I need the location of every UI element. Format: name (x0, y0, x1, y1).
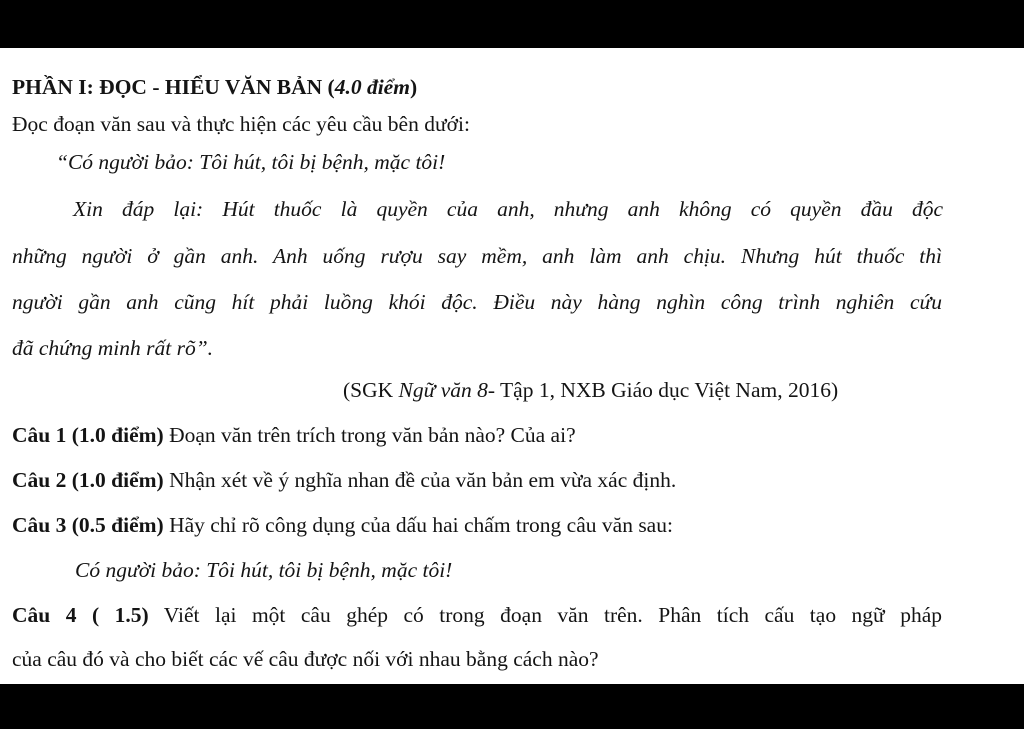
passage-line-2: Xin đáp lại: Hút thuốc là quyền của anh, nhưng anh không có quyền đầu độc (73, 197, 943, 221)
question-4-label: Câu 4 ( 1.5) (12, 603, 149, 627)
question-4-continuation: của câu đó và cho biết các vế câu được nối với nhau bằng cách nào? (12, 647, 599, 671)
source-rest: - Tập 1, NXB Giáo dục Việt Nam, 2016) (487, 378, 839, 402)
question-4 (12, 603, 942, 629)
source-citation (343, 378, 838, 404)
source-book: Ngữ văn 8 (398, 378, 488, 402)
question-3-text: Hãy chỉ rõ công dụng của dấu hai chấm trong câu văn sau: (163, 513, 673, 537)
question-4-text: Viết lại một câu ghép có trong đoạn văn trên. Phân tích cấu tạo ngữ pháp (148, 603, 942, 627)
section-title-text: PHẦN I: ĐỌC - HIỂU VĂN BẢN ( (12, 75, 335, 99)
question-3-label: Câu 3 (0.5 điểm) (12, 513, 164, 537)
question-3-example: Có người bảo: Tôi hút, tôi bị bệnh, mặc tôi! (75, 558, 453, 582)
question-2 (12, 468, 676, 494)
question-1-label: Câu 1 (1.0 điểm) (12, 423, 164, 447)
section-title-points: 4.0 điểm (334, 75, 410, 99)
top-black-bar (0, 0, 1024, 48)
passage-line-4: người gần anh cũng hít phải luồng khói độc. Điều này hàng nghìn công trình nghiên cứu (12, 290, 942, 314)
question-2-text: Nhận xét về ý nghĩa nhan đề của văn bản em vừa xác định. (163, 468, 677, 492)
passage-line-5: đã chứng minh rất rõ”. (12, 336, 214, 360)
passage-line-1: “Có người bảo: Tôi hút, tôi bị bệnh, mặc tôi! (56, 150, 446, 174)
bottom-black-bar (0, 684, 1024, 729)
section-title-close: ) (409, 75, 418, 99)
question-3 (12, 513, 673, 539)
document-page (0, 48, 1024, 684)
question-2-label: Câu 2 (1.0 điểm) (12, 468, 164, 492)
section-title (12, 75, 417, 101)
question-1-text: Đoạn văn trên trích trong văn bản nào? Của ai? (163, 423, 576, 447)
passage-line-3: những người ở gần anh. Anh uống rượu say mềm, anh làm anh chịu. Nhưng hút thuốc thì (12, 244, 942, 268)
instruction: Đọc đoạn văn sau và thực hiện các yêu cầu bên dưới: (12, 112, 470, 136)
question-1 (12, 423, 576, 449)
source-open: (SGK (343, 378, 399, 402)
